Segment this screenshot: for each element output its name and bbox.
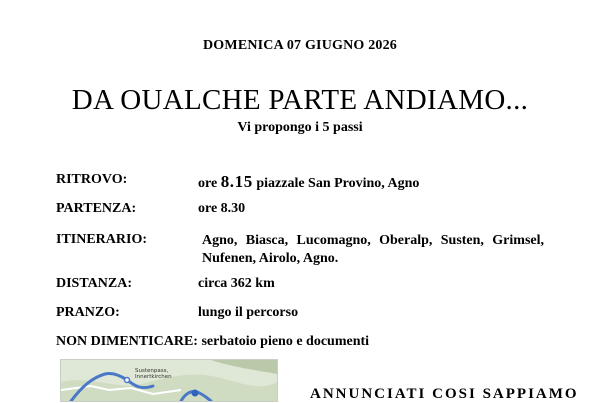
partenza-value: ore 8.30 (198, 201, 246, 216)
itinerario-label: ITINERARIO: (56, 232, 148, 247)
partenza-label: PARTENZA: (56, 201, 137, 216)
distanza-value: circa 362 km (198, 276, 275, 291)
page-subtitle: Vi propongo i 5 passi (237, 120, 363, 135)
map-waypoint (125, 378, 130, 383)
map-label-innertkirchen: Innertkirchen (135, 374, 172, 380)
ritrovo-label: RITROVO: (56, 172, 128, 187)
ritrovo-time: 8.15 (220, 172, 253, 191)
page-title: DA OUALCHE PARTE ANDIAMO... (71, 84, 529, 116)
route-map (60, 359, 278, 402)
non-dimenticare-text (56, 334, 369, 350)
route-map-graphic (61, 360, 277, 401)
event-date: DOMENICA 07 GIUGNO 2026 (203, 38, 397, 53)
footer-note: ANNUNCIATI COSI SAPPIAMO (310, 386, 579, 402)
ritrovo-prefix: ore (198, 176, 221, 191)
non-dimenticare-value: serbatoio pieno e documenti (197, 334, 370, 349)
non-dimenticare-label: NON DIMENTICARE: (56, 334, 198, 349)
distanza-label: DISTANZA: (56, 276, 132, 291)
itinerario-value: Agno, Biasca, Lucomagno, Oberalp, Susten, Grimsel, Nufenen, Airolo, Agno. (202, 233, 544, 266)
map-marker (192, 390, 199, 397)
ritrovo-value (198, 172, 419, 192)
pranzo-value: lungo il percorso (198, 305, 299, 320)
map-label-sustenpass: Sustenpass, (135, 368, 169, 374)
ritrovo-place: piazzale San Provino, Agno (252, 176, 420, 191)
pranzo-label: PRANZO: (56, 305, 120, 320)
